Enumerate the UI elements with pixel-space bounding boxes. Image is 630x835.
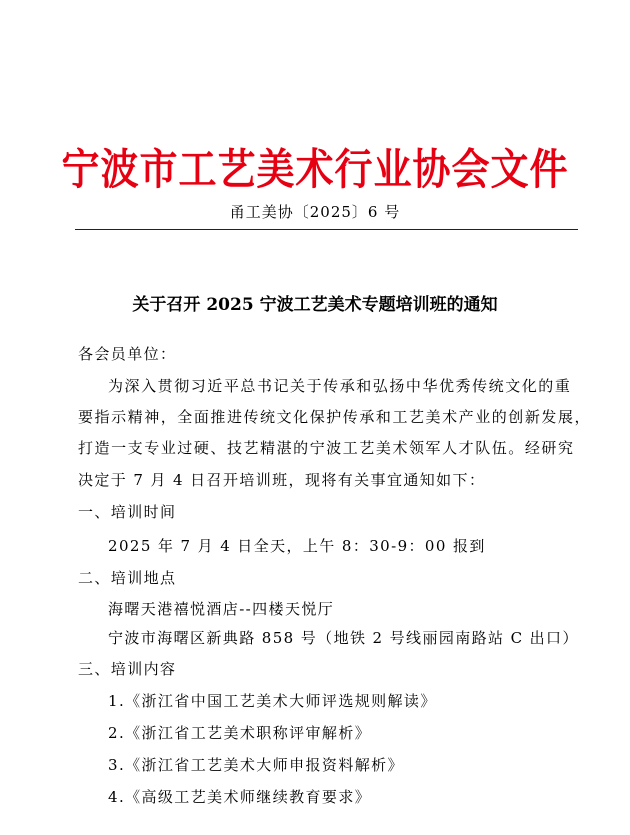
- section-heading: 三、培训内容: [78, 660, 177, 678]
- section-line: 2025 年 7 月 4 日全天，上午 8：30-9：00 报到: [108, 537, 486, 555]
- org-title: 宁波市工艺美术行业协会文件: [61, 143, 569, 195]
- notice-title: 关于召开 2025 宁波工艺美术专题培训班的通知: [132, 295, 498, 315]
- content-item: 1.《浙江省中国工艺美术大师评选规则解读》: [108, 692, 437, 710]
- intro-line: 决定于 7 月 4 日召开培训班，现将有关事宜通知如下：: [78, 471, 486, 489]
- intro-line: 为深入贯彻习近平总书记关于传承和弘扬中华优秀传统文化的重: [108, 377, 572, 395]
- intro-line: 打造一支专业过硬、技艺精湛的宁波工艺美术领军人才队伍。经研究: [78, 439, 575, 457]
- content-item: 3.《浙江省工艺美术大师申报资料解析》: [108, 756, 404, 774]
- section-heading: 一、培训时间: [78, 503, 177, 521]
- header-divider: [75, 229, 578, 230]
- intro-line: 要指示精神，全面推进传统文化保护传承和工艺美术产业的创新发展，: [78, 408, 592, 426]
- section-line: 宁波市海曙区新典路 858 号（地铁 2 号线丽园南路站 C 出口）: [108, 629, 579, 647]
- salutation: 各会员单位：: [78, 345, 177, 363]
- content-item: 4.《高级工艺美术师继续教育要求》: [108, 788, 372, 806]
- section-heading: 二、培训地点: [78, 569, 177, 587]
- content-item: 2.《浙江省工艺美术职称评审解析》: [108, 724, 372, 742]
- doc-number: 甬工美协〔2025〕6 号: [229, 203, 401, 221]
- section-line: 海曙天港禧悦酒店--四楼天悦厅: [108, 600, 335, 618]
